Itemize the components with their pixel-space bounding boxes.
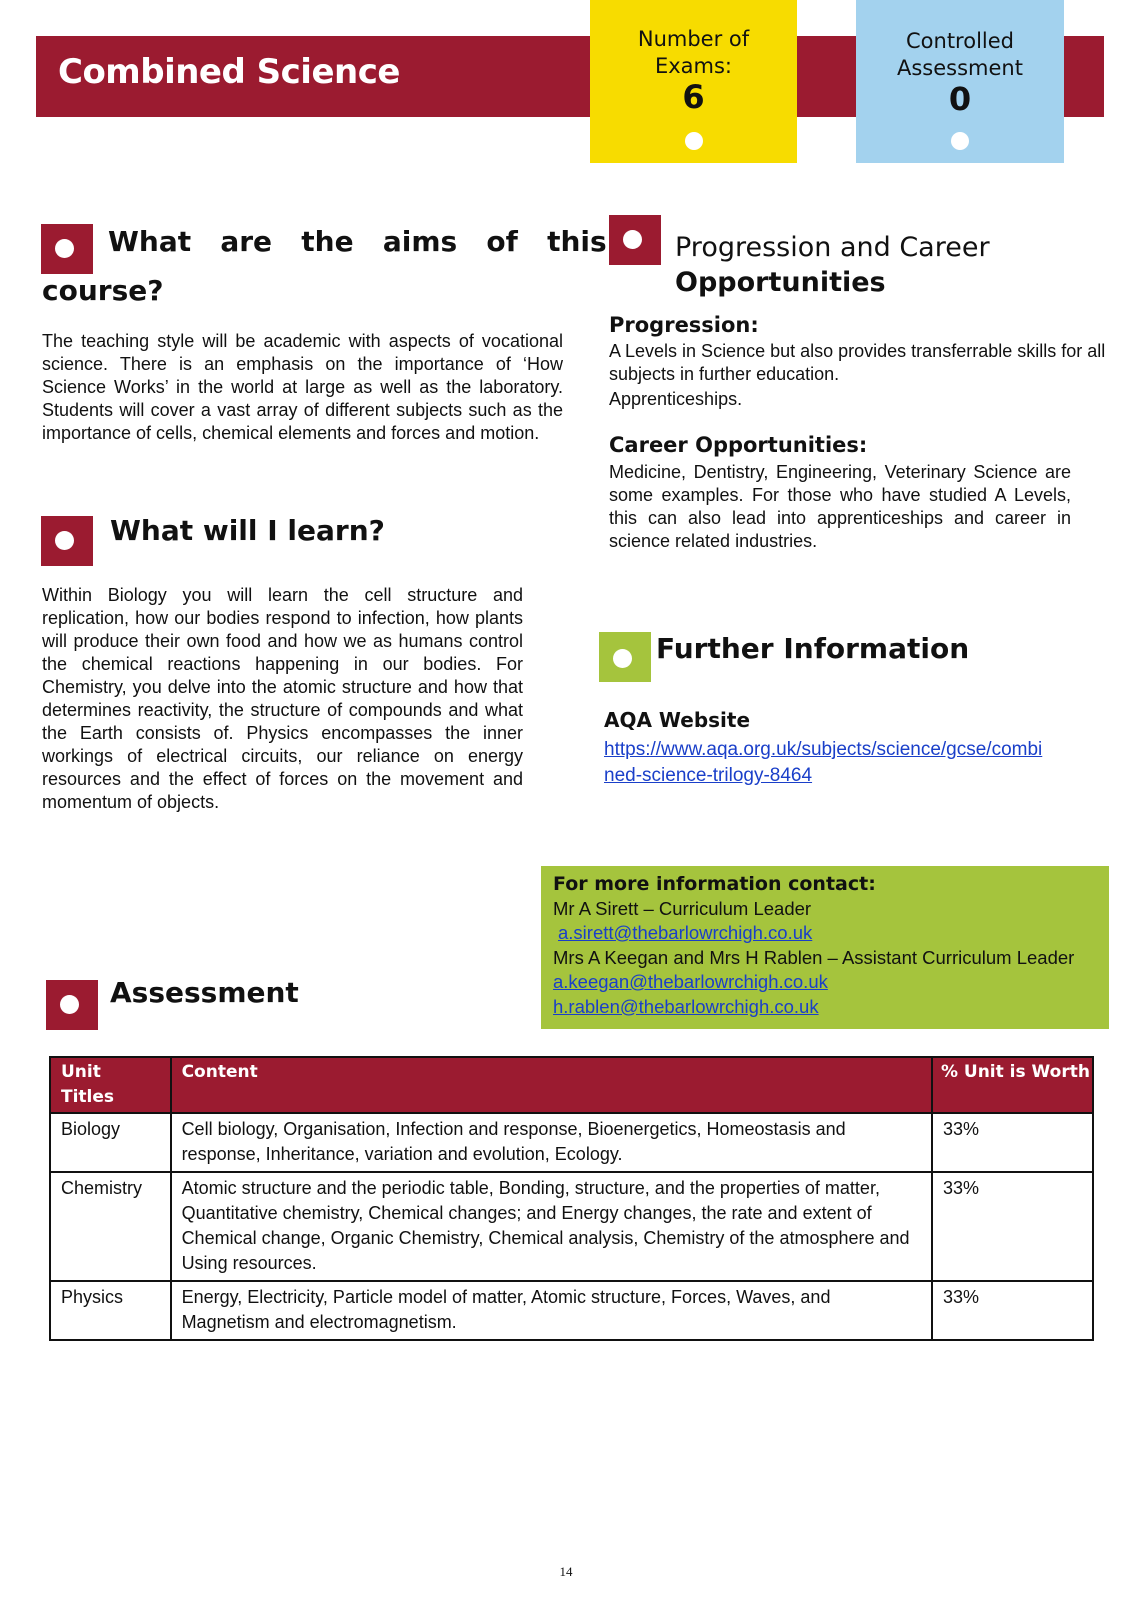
assistant-email-link-2[interactable]: h.rablen@thebarlowrchigh.co.uk (553, 995, 819, 1017)
aqa-website-label: AQA Website (604, 708, 751, 732)
learn-heading: What will I learn? (110, 514, 385, 547)
progression-text: A Levels in Science but also provides transferrable skills for all subjects in further education. (609, 341, 1106, 384)
aims-body: The teaching style will be academic with aspects of vocational science. There is an emphasis on the importance of ‘How Science Works’ in the world at large as well as the laboratory. Students will cover a vast array of different subjects such as the importance of cells, chemical elements and forces and motion. (42, 331, 563, 443)
aims-heading-line2: course? (42, 274, 164, 307)
content-cell: Energy, Electricity, Particle model of matter, Atomic structure, Forces, Waves, and Magnetism and electromagnetism. (171, 1281, 932, 1340)
apprenticeships-text: Apprenticeships. (609, 389, 743, 409)
column-header: Unit Titles (50, 1057, 171, 1113)
column-header: % Unit is Worth (932, 1057, 1093, 1113)
progression-heading-line1: Progression and Career (675, 232, 990, 263)
leader-email-link[interactable]: a.sirett@thebarlowrchigh.co.uk (558, 922, 813, 943)
table-row (50, 1281, 1093, 1340)
controlled-assessment-box (856, 0, 1064, 163)
section-marker-icon (41, 516, 93, 566)
contact-title: For more information contact: (553, 873, 876, 895)
table-row (50, 1113, 1093, 1172)
aqa-link-line1[interactable]: https://www.aqa.org.uk/subjects/science/gcse/combi (604, 739, 1043, 760)
progression-heading-line2: Opportunities (675, 267, 886, 298)
unit-cell: Biology (50, 1113, 171, 1172)
contact-box (541, 866, 1109, 1029)
worth-cell: 33% (932, 1172, 1093, 1281)
content-cell: Cell biology, Organisation, Infection and response, Bioenergetics, Homeostasis and response, Inheritance, variation and evolution, Ecology. (171, 1113, 932, 1172)
section-marker-icon (41, 224, 93, 274)
page-title: Combined Science (58, 52, 400, 92)
unit-cell: Physics (50, 1281, 171, 1340)
dot-icon (685, 132, 703, 150)
worth-cell: 33% (932, 1113, 1093, 1172)
controlled-value: 0 (948, 80, 972, 118)
career-text: Medicine, Dentistry, Engineering, Veterinary Science are some examples. For those who have studied A Levels, this can also lead into apprenticeships and career in science related industries. (609, 462, 1071, 551)
assessment-heading: Assessment (110, 976, 299, 1009)
unit-cell: Chemistry (50, 1172, 171, 1281)
section-marker-icon (609, 215, 661, 265)
controlled-label: Controlled Assessment (897, 29, 1023, 80)
contact-leader: Mr A Sirett – Curriculum Leader (553, 897, 812, 919)
worth-cell: 33% (932, 1281, 1093, 1340)
table-header-row (50, 1057, 1093, 1113)
dot-icon (951, 132, 969, 150)
table-row (50, 1172, 1093, 1281)
section-marker-icon (46, 980, 98, 1030)
exams-value: 6 (682, 78, 705, 116)
further-heading: Further Information (656, 632, 970, 665)
page-number: 14 (559, 1564, 573, 1579)
progression-label: Progression: (609, 313, 759, 337)
column-header: Content (171, 1057, 932, 1113)
content-cell: Atomic structure and the periodic table, Bonding, structure, and the properties of matter, Quantitative chemistry, Chemical changes; and Energy changes, the rate and extent of Chemical change, Organic Chemistry, Chemical analysis, Chemistry of the atmosphere and Using resources. (171, 1172, 932, 1281)
section-marker-icon (599, 632, 651, 682)
assessment-table (49, 1056, 1094, 1341)
assistant-email-link-1[interactable]: a.keegan@thebarlowrchigh.co.uk (553, 971, 828, 992)
contact-assistants: Mrs A Keegan and Mrs H Rablen – Assistant Curriculum Leader (553, 946, 1075, 968)
learn-body: Within Biology you will learn the cell structure and replication, how our bodies respond to infection, how plants will produce their own food and how we as humans control the chemical reactions happening in our bodies. For Chemistry, you delve into the atomic structure and how that determines reactivity, the structure of compounds and what the Earth consists of. Physics encompasses the inner workings of electrical circuits, our reliance on energy resources and the effect of forces on the movement and momentum of objects. (42, 585, 523, 812)
exams-count-box (590, 0, 797, 163)
career-label: Career Opportunities: (609, 433, 868, 457)
aims-heading-line1: What are the aims of this (108, 225, 607, 258)
exams-label: Number of Exams: (637, 27, 750, 78)
aqa-link-line2[interactable]: ned-science-trilogy-8464 (604, 765, 813, 786)
